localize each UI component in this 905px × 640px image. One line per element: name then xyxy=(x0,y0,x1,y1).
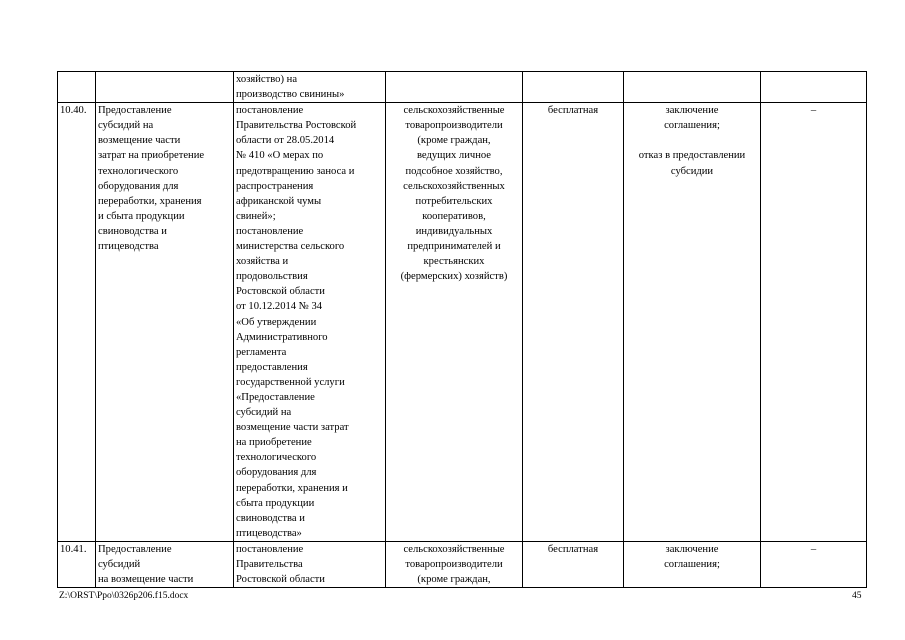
services-table xyxy=(57,71,867,588)
cell-service-name: Предоставление субсидий на возмещение части затрат на приобретение технологического оборудования для переработки, хранения и сбыта продукции свиноводства и птицеводства xyxy=(96,103,234,542)
cell-result: заключение соглашения; xyxy=(624,541,761,587)
footer-file-path: Z:\ORST\Ppo\0326p206.f15.docx xyxy=(59,591,189,601)
cell-number xyxy=(58,72,96,103)
cell-recipients: сельскохозяйственные товаропроизводители (кроме граждан, xyxy=(386,541,523,587)
cell-recipients xyxy=(386,72,523,103)
cell-number: 10.41. xyxy=(58,541,96,587)
table-row xyxy=(58,72,867,103)
cell-fee xyxy=(523,72,624,103)
cell-result xyxy=(624,72,761,103)
cell-note: – xyxy=(761,541,867,587)
table-row xyxy=(58,103,867,542)
cell-note xyxy=(761,72,867,103)
cell-service-name xyxy=(96,72,234,103)
cell-fee: бесплатная xyxy=(523,103,624,542)
cell-number: 10.40. xyxy=(58,103,96,542)
table-row xyxy=(58,541,867,587)
cell-result: заключение соглашения; отказ в предоставлении субсидии xyxy=(624,103,761,542)
cell-legal-basis: постановление Правительства Ростовской области xyxy=(234,541,386,587)
cell-service-name: Предоставление субсидий на возмещение части xyxy=(96,541,234,587)
cell-legal-basis: постановление Правительства Ростовской области от 28.05.2014 № 410 «О мерах по предотвращению заноса и распространения африканской чумы свиней»; постановление министерства сельского хозяйства и продовольствия Ростовской области от 10.12.2014 № 34 «Об утверждении Административного регламента предоставления государственной услуги «Предоставление субсидий на возмещение части затрат на приобретение технологического оборудования для переработки, хранения и сбыта продукции свиноводства и птицеводства» xyxy=(234,103,386,542)
cell-fee: бесплатная xyxy=(523,541,624,587)
cell-legal-basis: хозяйство) на производство свинины» xyxy=(234,72,386,103)
footer-page-number: 45 xyxy=(852,591,862,601)
cell-note: – xyxy=(761,103,867,542)
cell-recipients: сельскохозяйственные товаропроизводители (кроме граждан, ведущих личное подсобное хозяйство, сельскохозяйственных потребительских кооперативов, индивидуальных предпринимателей и крестьянских (фермерских) хозяйств) xyxy=(386,103,523,542)
